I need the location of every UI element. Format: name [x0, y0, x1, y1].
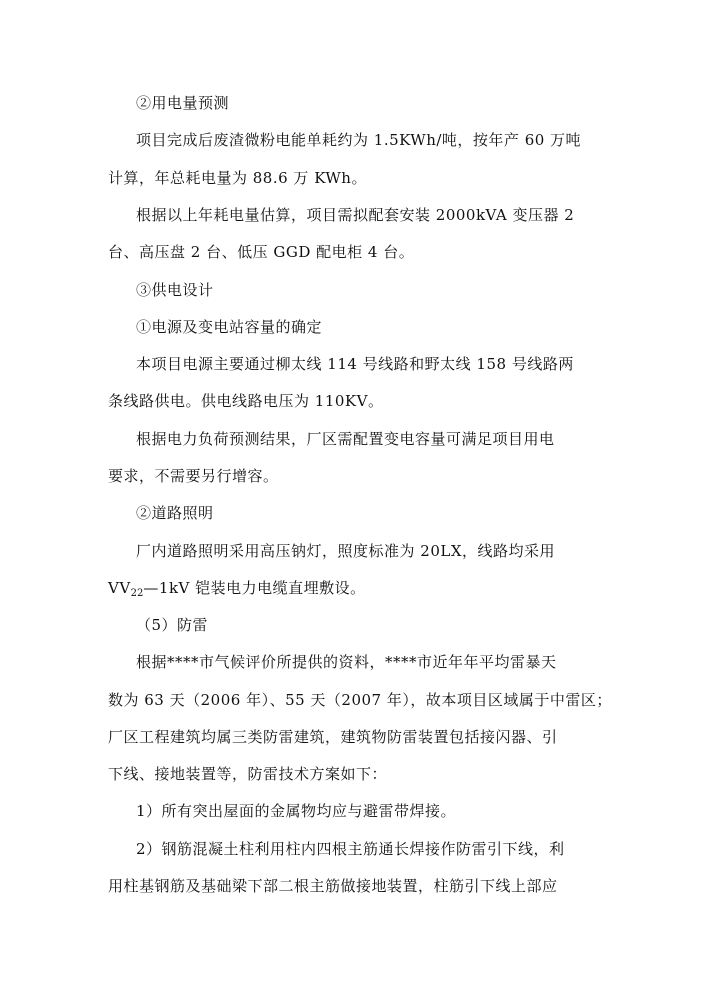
cable-type-subscript: 22	[130, 588, 144, 599]
paragraph-line: 项目完成后废渣微粉电能单耗约为 1.5KWh/吨，按年产 60 万吨	[136, 131, 582, 149]
paragraph-line: 根据以上年耗电量估算，项目需拟配套安装 2000kVA 变压器 2	[136, 206, 575, 224]
cable-type-prefix: VV	[108, 579, 131, 597]
cable-type-suffix: —1kV 铠装电力电缆直埋敷设。	[143, 579, 366, 597]
heading-supply-design: ③供电设计	[136, 281, 214, 299]
paragraph-line: 计算，年总耗电量为 88.6 万 KWh。	[108, 169, 367, 187]
heading-source-capacity: ①电源及变电站容量的确定	[136, 318, 323, 336]
paragraph-line: 厂区工程建筑均属三类防雷建筑，建筑物防雷装置包括接闪器、引	[108, 728, 558, 746]
paragraph-line: 根据电力负荷预测结果，厂区需配置变电容量可满足项目用电	[136, 430, 555, 448]
paragraph-line: 数为 63 天（2006 年）、55 天（2007 年），故本项目区域属于中雷区；	[108, 691, 612, 709]
paragraph-line: 下线、接地装置等，防雷技术方案如下：	[108, 765, 388, 783]
paragraph-line: 本项目电源主要通过柳太线 114 号线路和野太线 158 号线路两	[136, 355, 574, 373]
paragraph-line: 条线路供电。供电线路电压为 110KV。	[108, 392, 384, 410]
heading-power-forecast: ②用电量预测	[136, 94, 230, 112]
heading-lightning: （5）防雷	[136, 616, 209, 634]
heading-road-lighting: ②道路照明	[136, 504, 214, 522]
paragraph-line: 台、高压盘 2 台、低压 GGD 配电柜 4 台。	[108, 243, 415, 261]
list-item: 2）钢筋混凝土柱利用柱内四根主筋通长焊接作防雷引下线，利	[136, 840, 565, 858]
paragraph-line: 要求，不需要另行增容。	[108, 467, 279, 485]
paragraph-line: 厂内道路照明采用高压钠灯，照度标准为 20LX，线路均采用	[136, 542, 555, 560]
paragraph-line: 用柱基钢筋及基础梁下部二根主筋做接地装置，柱筋引下线上部应	[108, 877, 558, 895]
paragraph-line	[108, 578, 366, 604]
paragraph-line: 根据****市气候评价所提供的资料，****市近年年平均雷暴天	[136, 653, 557, 671]
list-item: 1）所有突出屋面的金属物均应与避雷带焊接。	[136, 802, 457, 820]
